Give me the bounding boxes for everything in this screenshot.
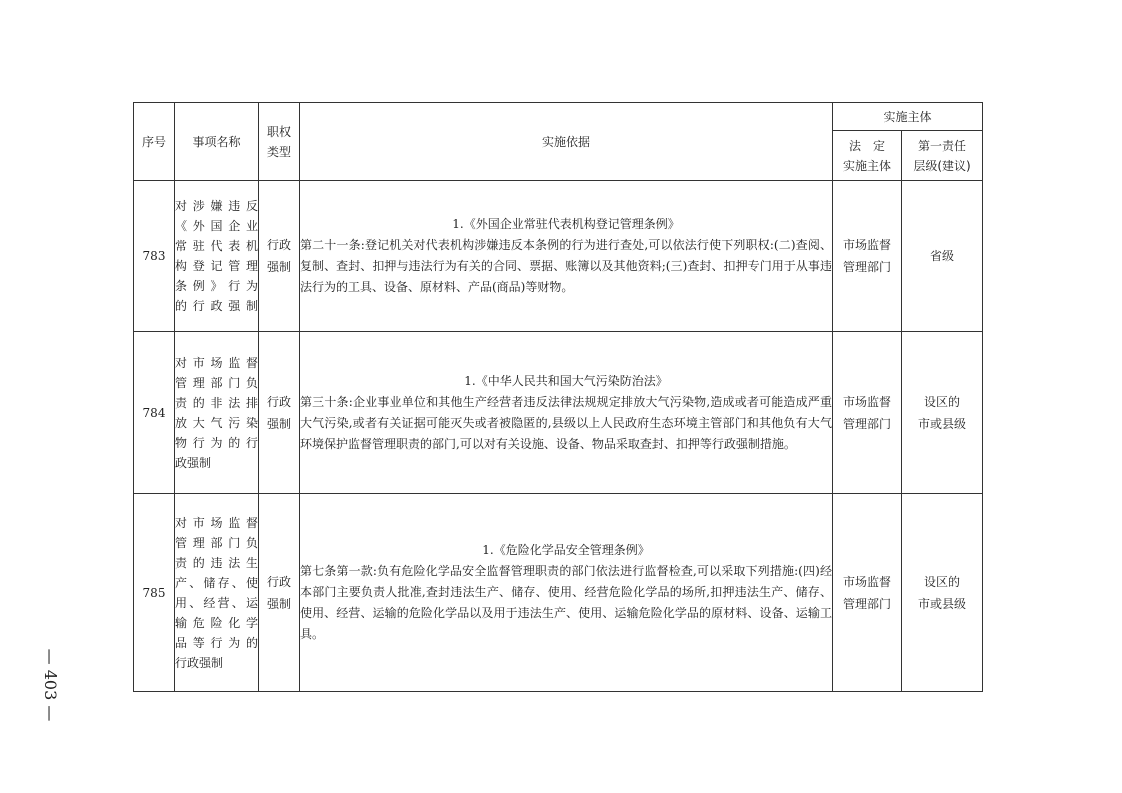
header-subject-group: 实施主体 bbox=[833, 103, 983, 131]
row-level-line: 设区的 bbox=[924, 394, 961, 409]
row-level bbox=[902, 332, 983, 494]
header-level-line: 第一责任 bbox=[918, 138, 967, 153]
row-level bbox=[902, 494, 983, 692]
row-name-line: 《外国企业 bbox=[175, 219, 258, 233]
row-name-line: 行政强制 bbox=[175, 655, 224, 670]
row-basis bbox=[300, 332, 833, 494]
row-seq: 785 bbox=[134, 494, 175, 692]
row-name-line: 的行政强制 bbox=[175, 299, 258, 313]
row-name-line: 构登记管理 bbox=[175, 259, 258, 273]
header-level-line: 层级(建议) bbox=[913, 158, 971, 173]
row-legal-subject-line: 管理部门 bbox=[842, 596, 891, 611]
row-type bbox=[259, 332, 300, 494]
header-legal-subject-line: 实施主体 bbox=[842, 158, 891, 173]
row-name bbox=[175, 494, 259, 692]
row-name-line: 物行为的行 bbox=[175, 435, 258, 450]
header-basis: 实施依据 bbox=[300, 103, 833, 181]
row-level bbox=[902, 181, 983, 332]
row-seq: 783 bbox=[134, 181, 175, 332]
header-level bbox=[902, 131, 983, 181]
table-row bbox=[134, 332, 983, 494]
row-level-line: 市或县级 bbox=[918, 416, 967, 431]
row-law-title: 1.《危险化学品安全管理条例》 bbox=[482, 543, 650, 557]
row-article-text: 第二十一条:登记机关对代表机构涉嫌违反本条例的行为进行查处,可以依法行使下列职权:(二)查阅、复制、查封、扣押与违法行为有关的合同、票据、账簿以及其他资料;(三)查封、扣押专门用于从事违法行为的工具、设备、原材料、产品(商品)等财物。 bbox=[300, 238, 832, 294]
row-law-title: 1.《中华人民共和国大气污染防治法》 bbox=[464, 373, 668, 388]
row-name-line: 对涉嫌违反 bbox=[175, 199, 258, 213]
row-level-line: 设区的 bbox=[924, 574, 961, 589]
row-legal-subject bbox=[833, 181, 902, 332]
header-type-line: 职权 bbox=[266, 124, 291, 139]
page-number: — 403 — bbox=[41, 648, 60, 722]
row-type bbox=[259, 494, 300, 692]
row-name-line: 管理部门负 bbox=[175, 375, 258, 390]
row-type-line: 强制 bbox=[266, 260, 291, 274]
table-row bbox=[134, 494, 983, 692]
row-name-line: 放大气污染 bbox=[175, 415, 258, 430]
header-type-line: 类型 bbox=[266, 144, 291, 159]
row-legal-subject-line: 管理部门 bbox=[842, 416, 891, 431]
row-type-line: 行政 bbox=[266, 574, 291, 589]
row-article-text: 第三十条:企业事业单位和其他生产经营者违反法律法规规定排放大气污染物,造成或者可能造成严重大气污染,或者有关证据可能灭失或者被隐匿的,县级以上人民政府生态环境主管部门和其他负有大气环境保护监督管理职责的部门,可以对有关设施、设备、物品采取查封、扣押等行政强制措施。 bbox=[300, 394, 832, 451]
row-level-line: 市或县级 bbox=[918, 596, 967, 611]
row-seq: 784 bbox=[134, 332, 175, 494]
row-name-line: 对市场监督 bbox=[175, 355, 258, 370]
row-legal-subject-line: 管理部门 bbox=[842, 260, 891, 274]
row-legal-subject-line: 市场监督 bbox=[842, 574, 891, 589]
header-legal-subject-line: 法 定 bbox=[848, 138, 885, 153]
row-law-title: 1.《外国企业常驻代表机构登记管理条例》 bbox=[452, 217, 680, 231]
row-name-line: 输危险化学 bbox=[175, 615, 258, 630]
header-type bbox=[259, 103, 300, 181]
table-row bbox=[134, 181, 983, 332]
row-basis bbox=[300, 181, 833, 332]
row-name-line: 常驻代表机 bbox=[175, 239, 258, 253]
row-legal-subject bbox=[833, 494, 902, 692]
row-basis bbox=[300, 494, 833, 692]
row-name-line: 对市场监督 bbox=[175, 515, 258, 530]
row-legal-subject-line: 市场监督 bbox=[842, 238, 891, 252]
row-name-line: 产、储存、使 bbox=[175, 575, 258, 590]
row-level-line: 省级 bbox=[930, 249, 955, 263]
row-type-line: 行政 bbox=[266, 238, 291, 252]
row-name-line: 条例》行为 bbox=[175, 279, 258, 293]
row-article-text: 第七条第一款:负有危险化学品安全监督管理职责的部门依法进行监督检查,可以采取下列措施:(四)经本部门主要负责人批准,查封违法生产、储存、使用、经营危险化学品的场所,扣押违法生产、储存、使用、经营、运输的危险化学品以及用于违法生产、使用、运输危险化学品的原材料、设备、运输工具。 bbox=[300, 564, 832, 641]
row-type-line: 强制 bbox=[266, 416, 291, 431]
row-type-line: 行政 bbox=[266, 394, 291, 409]
row-name bbox=[175, 332, 259, 494]
row-legal-subject-line: 市场监督 bbox=[842, 394, 891, 409]
header-seq: 序号 bbox=[134, 103, 175, 181]
authority-table bbox=[133, 102, 983, 692]
row-name-line: 用、经营、运 bbox=[175, 595, 258, 610]
row-legal-subject bbox=[833, 332, 902, 494]
row-name bbox=[175, 181, 259, 332]
header-legal-subject bbox=[833, 131, 902, 181]
row-name-line: 政强制 bbox=[175, 455, 212, 470]
row-name-line: 管理部门负 bbox=[175, 535, 258, 550]
row-type-line: 强制 bbox=[266, 596, 291, 611]
row-name-line: 责的违法生 bbox=[175, 555, 258, 570]
row-name-line: 品等行为的 bbox=[175, 635, 258, 650]
row-type bbox=[259, 181, 300, 332]
header-name: 事项名称 bbox=[175, 103, 259, 181]
row-name-line: 责的非法排 bbox=[175, 395, 258, 410]
